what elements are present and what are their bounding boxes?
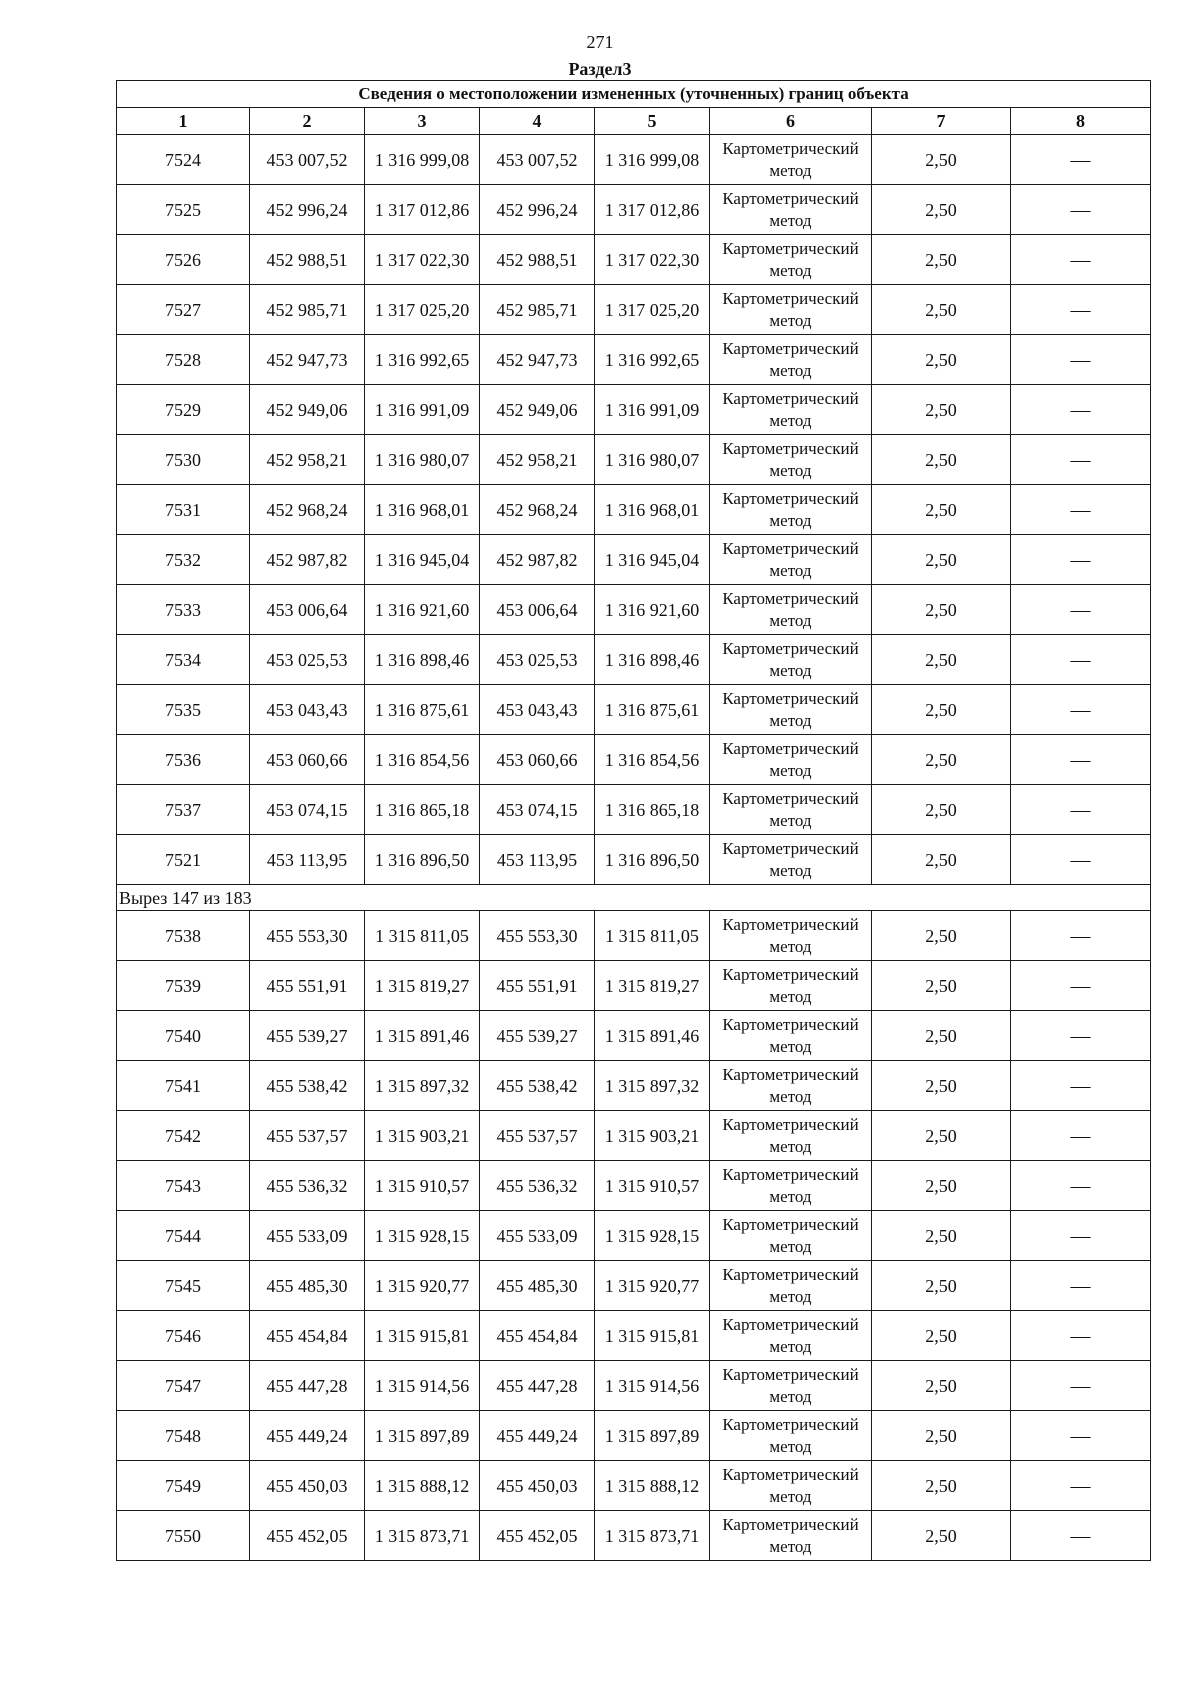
table-row <box>117 385 1151 435</box>
x-new-cell: 455 536,32 <box>480 1161 595 1211</box>
y-existing-cell: 1 315 811,05 <box>365 911 480 961</box>
x-existing-cell: 455 452,05 <box>250 1511 365 1561</box>
y-existing-cell: 1 315 891,46 <box>365 1011 480 1061</box>
method-cell: Картометрический метод <box>710 911 872 961</box>
description-cell: — <box>1011 1361 1151 1411</box>
x-new-cell: 452 958,21 <box>480 435 595 485</box>
description-cell: — <box>1011 335 1151 385</box>
description-cell: — <box>1011 1411 1151 1461</box>
section-title: Раздел3 <box>568 59 632 79</box>
x-existing-cell: 455 539,27 <box>250 1011 365 1061</box>
method-cell: Картометрический метод <box>710 285 872 335</box>
description-cell: — <box>1011 785 1151 835</box>
x-existing-cell: 452 958,21 <box>250 435 365 485</box>
column-number: 1 <box>117 108 250 135</box>
y-existing-cell: 1 315 914,56 <box>365 1361 480 1411</box>
y-existing-cell: 1 315 888,12 <box>365 1461 480 1511</box>
y-existing-cell: 1 315 928,15 <box>365 1211 480 1261</box>
accuracy-cell: 2,50 <box>872 1011 1011 1061</box>
method-cell: Картометрический метод <box>710 385 872 435</box>
point-number-cell: 7532 <box>117 535 250 585</box>
table-row <box>117 1511 1151 1561</box>
x-existing-cell: 452 985,71 <box>250 285 365 335</box>
column-number: 6 <box>710 108 872 135</box>
description-cell: — <box>1011 735 1151 785</box>
y-new-cell: 1 316 854,56 <box>595 735 710 785</box>
accuracy-cell: 2,50 <box>872 585 1011 635</box>
point-number-cell: 7537 <box>117 785 250 835</box>
y-new-cell: 1 315 891,46 <box>595 1011 710 1061</box>
table-row <box>117 285 1151 335</box>
point-number-cell: 7541 <box>117 1061 250 1111</box>
x-new-cell: 455 533,09 <box>480 1211 595 1261</box>
description-cell: — <box>1011 1011 1151 1061</box>
accuracy-cell: 2,50 <box>872 1411 1011 1461</box>
table-row <box>117 735 1151 785</box>
y-new-cell: 1 315 819,27 <box>595 961 710 1011</box>
description-cell: — <box>1011 1261 1151 1311</box>
y-existing-cell: 1 316 875,61 <box>365 685 480 735</box>
table-caption-row <box>117 81 1151 108</box>
point-number-cell: 7542 <box>117 1111 250 1161</box>
y-new-cell: 1 315 811,05 <box>595 911 710 961</box>
x-new-cell: 452 988,51 <box>480 235 595 285</box>
group-header-row <box>117 885 1151 911</box>
table-row <box>117 1011 1151 1061</box>
accuracy-cell: 2,50 <box>872 785 1011 835</box>
column-number-row <box>117 108 1151 135</box>
x-existing-cell: 455 537,57 <box>250 1111 365 1161</box>
y-new-cell: 1 316 992,65 <box>595 335 710 385</box>
point-number-cell: 7548 <box>117 1411 250 1461</box>
y-existing-cell: 1 315 897,89 <box>365 1411 480 1461</box>
method-cell: Картометрический метод <box>710 1061 872 1111</box>
x-new-cell: 453 043,43 <box>480 685 595 735</box>
table-row <box>117 635 1151 685</box>
point-number-cell: 7546 <box>117 1311 250 1361</box>
table-row <box>117 1211 1151 1261</box>
x-new-cell: 455 537,57 <box>480 1111 595 1161</box>
x-new-cell: 452 968,24 <box>480 485 595 535</box>
table-row <box>117 961 1151 1011</box>
y-new-cell: 1 316 921,60 <box>595 585 710 635</box>
accuracy-cell: 2,50 <box>872 835 1011 885</box>
accuracy-cell: 2,50 <box>872 735 1011 785</box>
x-new-cell: 453 074,15 <box>480 785 595 835</box>
accuracy-cell: 2,50 <box>872 1461 1011 1511</box>
y-new-cell: 1 315 914,56 <box>595 1361 710 1411</box>
y-new-cell: 1 315 928,15 <box>595 1211 710 1261</box>
table-row <box>117 135 1151 185</box>
y-existing-cell: 1 315 897,32 <box>365 1061 480 1111</box>
accuracy-cell: 2,50 <box>872 635 1011 685</box>
description-cell: — <box>1011 961 1151 1011</box>
table-row <box>117 585 1151 635</box>
point-number-cell: 7534 <box>117 635 250 685</box>
y-new-cell: 1 315 920,77 <box>595 1261 710 1311</box>
y-existing-cell: 1 316 865,18 <box>365 785 480 835</box>
point-number-cell: 7526 <box>117 235 250 285</box>
table-row <box>117 785 1151 835</box>
accuracy-cell: 2,50 <box>872 911 1011 961</box>
table-row <box>117 1261 1151 1311</box>
point-number-cell: 7543 <box>117 1161 250 1211</box>
table-row <box>117 1311 1151 1361</box>
description-cell: — <box>1011 1511 1151 1561</box>
description-cell: — <box>1011 1161 1151 1211</box>
accuracy-cell: 2,50 <box>872 185 1011 235</box>
x-existing-cell: 455 551,91 <box>250 961 365 1011</box>
y-new-cell: 1 316 875,61 <box>595 685 710 735</box>
x-existing-cell: 455 536,32 <box>250 1161 365 1211</box>
column-number: 2 <box>250 108 365 135</box>
method-cell: Картометрический метод <box>710 1411 872 1461</box>
method-cell: Картометрический метод <box>710 535 872 585</box>
table-row <box>117 435 1151 485</box>
y-existing-cell: 1 317 025,20 <box>365 285 480 335</box>
column-number: 3 <box>365 108 480 135</box>
y-existing-cell: 1 315 873,71 <box>365 1511 480 1561</box>
accuracy-cell: 2,50 <box>872 1211 1011 1261</box>
point-number-cell: 7533 <box>117 585 250 635</box>
accuracy-cell: 2,50 <box>872 1361 1011 1411</box>
x-existing-cell: 455 538,42 <box>250 1061 365 1111</box>
y-new-cell: 1 315 897,89 <box>595 1411 710 1461</box>
x-new-cell: 455 449,24 <box>480 1411 595 1461</box>
point-number-cell: 7524 <box>117 135 250 185</box>
x-new-cell: 453 007,52 <box>480 135 595 185</box>
y-new-cell: 1 315 873,71 <box>595 1511 710 1561</box>
x-new-cell: 452 985,71 <box>480 285 595 335</box>
y-existing-cell: 1 316 992,65 <box>365 335 480 385</box>
x-new-cell: 452 996,24 <box>480 185 595 235</box>
method-cell: Картометрический метод <box>710 1311 872 1361</box>
column-number: 4 <box>480 108 595 135</box>
description-cell: — <box>1011 685 1151 735</box>
description-cell: — <box>1011 1111 1151 1161</box>
x-new-cell: 452 949,06 <box>480 385 595 435</box>
y-existing-cell: 1 316 921,60 <box>365 585 480 635</box>
method-cell: Картометрический метод <box>710 835 872 885</box>
x-new-cell: 453 006,64 <box>480 585 595 635</box>
method-cell: Картометрический метод <box>710 1111 872 1161</box>
method-cell: Картометрический метод <box>710 1161 872 1211</box>
description-cell: — <box>1011 535 1151 585</box>
y-new-cell: 1 317 012,86 <box>595 185 710 235</box>
table-row <box>117 335 1151 385</box>
y-existing-cell: 1 315 915,81 <box>365 1311 480 1361</box>
x-new-cell: 455 450,03 <box>480 1461 595 1511</box>
accuracy-cell: 2,50 <box>872 961 1011 1011</box>
y-new-cell: 1 316 991,09 <box>595 385 710 435</box>
method-cell: Картометрический метод <box>710 635 872 685</box>
method-cell: Картометрический метод <box>710 1011 872 1061</box>
method-cell: Картометрический метод <box>710 1461 872 1511</box>
x-new-cell: 455 551,91 <box>480 961 595 1011</box>
point-number-cell: 7545 <box>117 1261 250 1311</box>
y-existing-cell: 1 316 980,07 <box>365 435 480 485</box>
y-existing-cell: 1 316 854,56 <box>365 735 480 785</box>
accuracy-cell: 2,50 <box>872 285 1011 335</box>
table-row <box>117 235 1151 285</box>
x-existing-cell: 453 043,43 <box>250 685 365 735</box>
y-existing-cell: 1 317 012,86 <box>365 185 480 235</box>
column-number: 5 <box>595 108 710 135</box>
column-number: 7 <box>872 108 1011 135</box>
x-new-cell: 455 485,30 <box>480 1261 595 1311</box>
group-label: Вырез 147 из 183 <box>117 885 1151 911</box>
x-new-cell: 455 538,42 <box>480 1061 595 1111</box>
x-new-cell: 455 452,05 <box>480 1511 595 1561</box>
point-number-cell: 7539 <box>117 961 250 1011</box>
method-cell: Картометрический метод <box>710 485 872 535</box>
table-row <box>117 911 1151 961</box>
y-new-cell: 1 316 898,46 <box>595 635 710 685</box>
table-row <box>117 485 1151 535</box>
point-number-cell: 7525 <box>117 185 250 235</box>
description-cell: — <box>1011 285 1151 335</box>
method-cell: Картометрический метод <box>710 1211 872 1261</box>
y-existing-cell: 1 315 920,77 <box>365 1261 480 1311</box>
table-row <box>117 1461 1151 1511</box>
x-new-cell: 453 113,95 <box>480 835 595 885</box>
table-caption: Сведения о местоположении измененных (уточненных) границ объекта <box>117 81 1151 108</box>
table-row <box>117 1061 1151 1111</box>
point-number-cell: 7529 <box>117 385 250 435</box>
point-number-cell: 7540 <box>117 1011 250 1061</box>
description-cell: — <box>1011 1061 1151 1111</box>
x-existing-cell: 452 949,06 <box>250 385 365 435</box>
description-cell: — <box>1011 185 1151 235</box>
description-cell: — <box>1011 635 1151 685</box>
description-cell: — <box>1011 435 1151 485</box>
boundary-coordinates-table <box>116 80 1151 1561</box>
y-new-cell: 1 315 903,21 <box>595 1111 710 1161</box>
y-new-cell: 1 315 897,32 <box>595 1061 710 1111</box>
x-existing-cell: 455 454,84 <box>250 1311 365 1361</box>
point-number-cell: 7535 <box>117 685 250 735</box>
description-cell: — <box>1011 135 1151 185</box>
description-cell: — <box>1011 1211 1151 1261</box>
page-number: 271 <box>586 32 614 52</box>
table-row <box>117 1361 1151 1411</box>
y-existing-cell: 1 316 968,01 <box>365 485 480 535</box>
description-cell: — <box>1011 385 1151 435</box>
table-body <box>117 135 1151 1561</box>
table-row <box>117 185 1151 235</box>
x-new-cell: 455 539,27 <box>480 1011 595 1061</box>
y-existing-cell: 1 316 999,08 <box>365 135 480 185</box>
point-number-cell: 7527 <box>117 285 250 335</box>
x-existing-cell: 453 060,66 <box>250 735 365 785</box>
x-existing-cell: 453 025,53 <box>250 635 365 685</box>
x-existing-cell: 455 449,24 <box>250 1411 365 1461</box>
method-cell: Картометрический метод <box>710 135 872 185</box>
description-cell: — <box>1011 835 1151 885</box>
x-existing-cell: 455 485,30 <box>250 1261 365 1311</box>
x-existing-cell: 452 968,24 <box>250 485 365 535</box>
method-cell: Картометрический метод <box>710 185 872 235</box>
point-number-cell: 7531 <box>117 485 250 535</box>
y-existing-cell: 1 315 819,27 <box>365 961 480 1011</box>
method-cell: Картометрический метод <box>710 685 872 735</box>
table-row <box>117 1161 1151 1211</box>
x-new-cell: 452 947,73 <box>480 335 595 385</box>
method-cell: Картометрический метод <box>710 235 872 285</box>
accuracy-cell: 2,50 <box>872 1311 1011 1361</box>
description-cell: — <box>1011 1311 1151 1361</box>
accuracy-cell: 2,50 <box>872 385 1011 435</box>
x-existing-cell: 455 533,09 <box>250 1211 365 1261</box>
x-existing-cell: 452 988,51 <box>250 235 365 285</box>
y-new-cell: 1 316 980,07 <box>595 435 710 485</box>
column-number: 8 <box>1011 108 1151 135</box>
x-existing-cell: 453 113,95 <box>250 835 365 885</box>
x-existing-cell: 452 996,24 <box>250 185 365 235</box>
point-number-cell: 7544 <box>117 1211 250 1261</box>
point-number-cell: 7547 <box>117 1361 250 1411</box>
point-number-cell: 7528 <box>117 335 250 385</box>
accuracy-cell: 2,50 <box>872 535 1011 585</box>
y-existing-cell: 1 315 910,57 <box>365 1161 480 1211</box>
y-new-cell: 1 317 025,20 <box>595 285 710 335</box>
x-existing-cell: 453 074,15 <box>250 785 365 835</box>
x-existing-cell: 452 987,82 <box>250 535 365 585</box>
method-cell: Картометрический метод <box>710 335 872 385</box>
method-cell: Картометрический метод <box>710 435 872 485</box>
method-cell: Картометрический метод <box>710 1361 872 1411</box>
x-existing-cell: 455 450,03 <box>250 1461 365 1511</box>
y-new-cell: 1 316 896,50 <box>595 835 710 885</box>
y-new-cell: 1 315 910,57 <box>595 1161 710 1211</box>
accuracy-cell: 2,50 <box>872 1161 1011 1211</box>
method-cell: Картометрический метод <box>710 961 872 1011</box>
y-new-cell: 1 316 968,01 <box>595 485 710 535</box>
accuracy-cell: 2,50 <box>872 335 1011 385</box>
accuracy-cell: 2,50 <box>872 135 1011 185</box>
method-cell: Картометрический метод <box>710 735 872 785</box>
table-row <box>117 1111 1151 1161</box>
x-existing-cell: 453 006,64 <box>250 585 365 635</box>
point-number-cell: 7549 <box>117 1461 250 1511</box>
accuracy-cell: 2,50 <box>872 685 1011 735</box>
x-existing-cell: 455 553,30 <box>250 911 365 961</box>
point-number-cell: 7530 <box>117 435 250 485</box>
accuracy-cell: 2,50 <box>872 435 1011 485</box>
point-number-cell: 7521 <box>117 835 250 885</box>
accuracy-cell: 2,50 <box>872 1061 1011 1111</box>
y-existing-cell: 1 316 945,04 <box>365 535 480 585</box>
y-existing-cell: 1 316 991,09 <box>365 385 480 435</box>
accuracy-cell: 2,50 <box>872 1261 1011 1311</box>
x-new-cell: 455 454,84 <box>480 1311 595 1361</box>
table-row <box>117 535 1151 585</box>
method-cell: Картометрический метод <box>710 585 872 635</box>
y-existing-cell: 1 315 903,21 <box>365 1111 480 1161</box>
x-new-cell: 452 987,82 <box>480 535 595 585</box>
description-cell: — <box>1011 911 1151 961</box>
x-existing-cell: 455 447,28 <box>250 1361 365 1411</box>
y-new-cell: 1 316 999,08 <box>595 135 710 185</box>
table-row <box>117 1411 1151 1461</box>
table-row <box>117 685 1151 735</box>
y-new-cell: 1 315 888,12 <box>595 1461 710 1511</box>
x-new-cell: 453 025,53 <box>480 635 595 685</box>
point-number-cell: 7536 <box>117 735 250 785</box>
accuracy-cell: 2,50 <box>872 485 1011 535</box>
x-existing-cell: 453 007,52 <box>250 135 365 185</box>
point-number-cell: 7538 <box>117 911 250 961</box>
method-cell: Картометрический метод <box>710 1511 872 1561</box>
method-cell: Картометрический метод <box>710 785 872 835</box>
accuracy-cell: 2,50 <box>872 1511 1011 1561</box>
y-existing-cell: 1 317 022,30 <box>365 235 480 285</box>
point-number-cell: 7550 <box>117 1511 250 1561</box>
y-new-cell: 1 316 945,04 <box>595 535 710 585</box>
description-cell: — <box>1011 235 1151 285</box>
description-cell: — <box>1011 585 1151 635</box>
method-cell: Картометрический метод <box>710 1261 872 1311</box>
table-row <box>117 835 1151 885</box>
accuracy-cell: 2,50 <box>872 235 1011 285</box>
description-cell: — <box>1011 1461 1151 1511</box>
y-existing-cell: 1 316 896,50 <box>365 835 480 885</box>
description-cell: — <box>1011 485 1151 535</box>
y-new-cell: 1 317 022,30 <box>595 235 710 285</box>
y-new-cell: 1 315 915,81 <box>595 1311 710 1361</box>
x-new-cell: 455 447,28 <box>480 1361 595 1411</box>
x-new-cell: 453 060,66 <box>480 735 595 785</box>
x-existing-cell: 452 947,73 <box>250 335 365 385</box>
x-new-cell: 455 553,30 <box>480 911 595 961</box>
y-existing-cell: 1 316 898,46 <box>365 635 480 685</box>
accuracy-cell: 2,50 <box>872 1111 1011 1161</box>
y-new-cell: 1 316 865,18 <box>595 785 710 835</box>
